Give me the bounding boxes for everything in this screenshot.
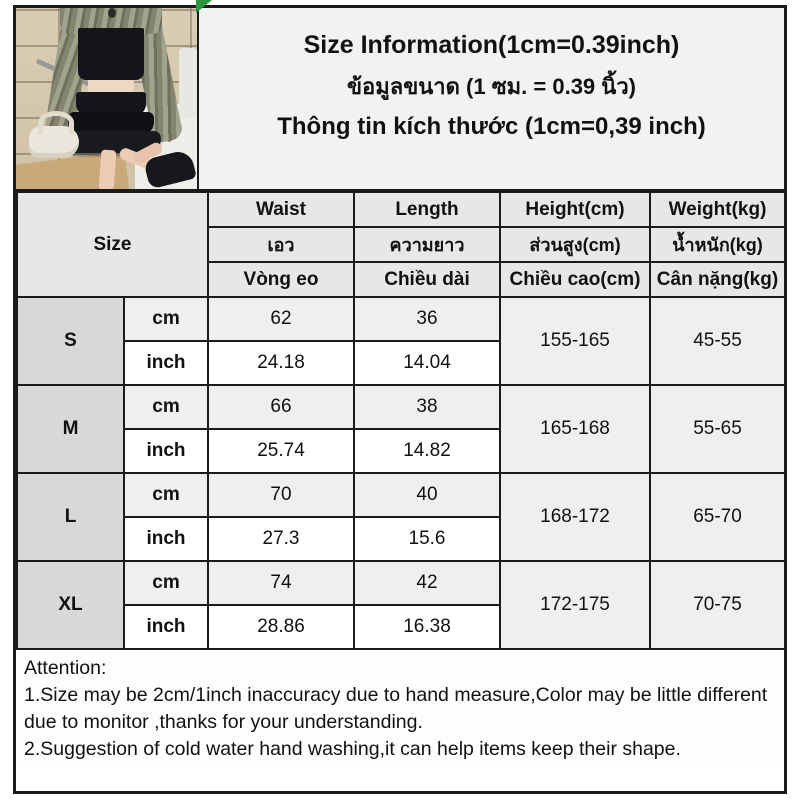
l-waist-cm: 70 — [208, 473, 354, 517]
height-header-en: Height(cm) — [500, 192, 650, 227]
xl-length-inch: 16.38 — [354, 605, 500, 649]
length-header-vi: Chiều dài — [354, 262, 500, 297]
title-vietnamese: Thông tin kích thước (1cm=0,39 inch) — [277, 112, 706, 140]
m-waist-inch: 25.74 — [208, 429, 354, 473]
m-height-range: 165-168 — [500, 385, 650, 473]
height-header-vi: Chiều cao(cm) — [500, 262, 650, 297]
white-handbag — [29, 126, 79, 158]
xl-waist-cm: 74 — [208, 561, 354, 605]
table-row-xl-cm — [17, 561, 785, 605]
front-leg — [99, 150, 117, 189]
waist-header-th: เอว — [208, 227, 354, 262]
unit-inch-label: inch — [124, 341, 208, 385]
l-length-cm: 40 — [354, 473, 500, 517]
attention-line-2: 2.Suggestion of cold water hand washing,it can help items keep their shape. — [24, 738, 681, 760]
m-length-inch: 14.82 — [354, 429, 500, 473]
black-crop-top — [78, 28, 144, 80]
s-waist-inch: 24.18 — [208, 341, 354, 385]
xl-waist-inch: 28.86 — [208, 605, 354, 649]
l-height-range: 168-172 — [500, 473, 650, 561]
table-row-l-cm — [17, 473, 785, 517]
l-waist-inch: 27.3 — [208, 517, 354, 561]
l-weight-range: 65-70 — [650, 473, 785, 561]
unit-inch-label: inch — [124, 429, 208, 473]
unit-cm-label: cm — [124, 385, 208, 429]
size-column-header: Size — [17, 192, 208, 297]
weight-header-en: Weight(kg) — [650, 192, 785, 227]
s-length-cm: 36 — [354, 297, 500, 341]
size-label-s: S — [17, 297, 124, 385]
size-label-m: M — [17, 385, 124, 473]
product-photo — [16, 8, 199, 189]
unit-inch-label: inch — [124, 517, 208, 561]
size-chart-card — [13, 5, 787, 794]
m-waist-cm: 66 — [208, 385, 354, 429]
weight-header-th: น้ำหนัก(kg) — [650, 227, 785, 262]
s-waist-cm: 62 — [208, 297, 354, 341]
height-header-th: ส่วนสูง(cm) — [500, 227, 650, 262]
wall-fixture-shape — [179, 48, 197, 118]
attention-title: Attention: — [24, 657, 107, 679]
unit-cm-label: cm — [124, 297, 208, 341]
header-row — [16, 8, 784, 191]
unit-cm-label: cm — [124, 473, 208, 517]
s-weight-range: 45-55 — [650, 297, 785, 385]
size-info-title-box — [199, 8, 784, 189]
table-row-m-cm — [17, 385, 785, 429]
s-length-inch: 14.04 — [354, 341, 500, 385]
weight-header-vi: Cân nặng(kg) — [650, 262, 785, 297]
title-english: Size Information(1cm=0.39inch) — [303, 30, 680, 59]
size-table — [16, 191, 786, 650]
table-row-s-cm — [17, 297, 785, 341]
waist-header-vi: Vòng eo — [208, 262, 354, 297]
size-label-l: L — [17, 473, 124, 561]
waist-header-en: Waist — [208, 192, 354, 227]
s-height-range: 155-165 — [500, 297, 650, 385]
m-weight-range: 55-65 — [650, 385, 785, 473]
xl-length-cm: 42 — [354, 561, 500, 605]
unit-cm-label: cm — [124, 561, 208, 605]
attention-line-1: 1.Size may be 2cm/1inch inaccuracy due to hand measure,Color may be little different due to monitor ,thanks for your understanding. — [24, 684, 768, 733]
l-length-inch: 15.6 — [354, 517, 500, 561]
necklace-pendant — [108, 8, 116, 18]
unit-inch-label: inch — [124, 605, 208, 649]
attention-note — [16, 650, 784, 763]
green-corner-accent — [196, 0, 212, 13]
size-label-xl: XL — [17, 561, 124, 649]
xl-weight-range: 70-75 — [650, 561, 785, 649]
title-thai: ข้อมูลขนาด (1 ซม. = 0.39 นิ้ว) — [346, 73, 636, 99]
m-length-cm: 38 — [354, 385, 500, 429]
length-header-en: Length — [354, 192, 500, 227]
xl-height-range: 172-175 — [500, 561, 650, 649]
table-header-english — [17, 192, 785, 227]
length-header-th: ความยาว — [354, 227, 500, 262]
